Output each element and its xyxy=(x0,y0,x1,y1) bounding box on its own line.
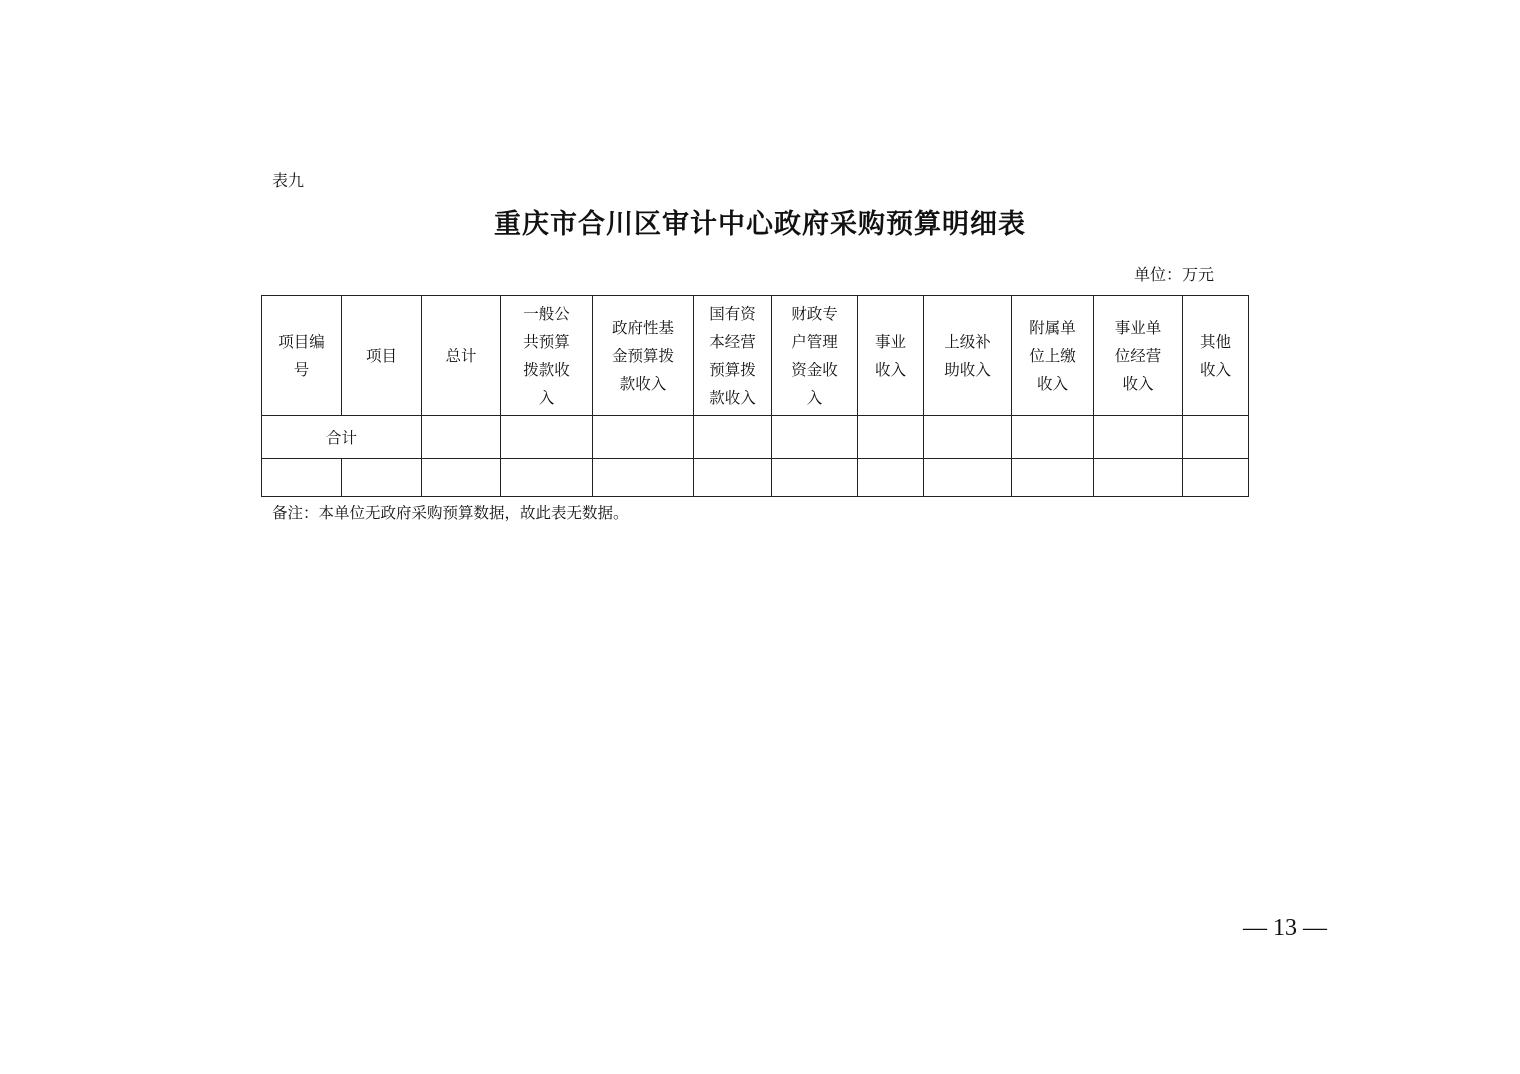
col-header-business-income: 事业 收入 xyxy=(858,296,924,416)
table-cell xyxy=(694,459,772,497)
table-cell xyxy=(501,459,593,497)
total-row xyxy=(262,416,1249,459)
table-cell xyxy=(858,416,924,459)
table-cell xyxy=(858,459,924,497)
col-header-project-code: 项目编 号 xyxy=(262,296,342,416)
table-cell xyxy=(593,416,694,459)
total-label-cell xyxy=(262,416,422,459)
col-header-state-capital: 国有资 本经营 预算拨 款收入 xyxy=(694,296,772,416)
table-cell xyxy=(694,416,772,459)
table-cell xyxy=(1094,459,1183,497)
table-cell xyxy=(1183,416,1249,459)
col-header-general-budget: 一般公 共预算 拨款收 入 xyxy=(501,296,593,416)
col-header-special-account: 财政专 户管理 资金收 入 xyxy=(772,296,858,416)
table-cell xyxy=(342,459,422,497)
table-cell xyxy=(1012,416,1094,459)
col-header-project: 项目 xyxy=(342,296,422,416)
table-cell xyxy=(422,416,501,459)
table-cell xyxy=(1094,416,1183,459)
col-header-other-income: 其他 收入 xyxy=(1183,296,1249,416)
table-cell xyxy=(501,416,593,459)
unit-label: 单位：万元 xyxy=(1133,265,1214,284)
col-header-affiliated-remit: 附属单 位上缴 收入 xyxy=(1012,296,1094,416)
col-header-government-fund: 政府性基 金预算拨 款收入 xyxy=(593,296,694,416)
procurement-budget-table xyxy=(261,295,1249,497)
table-cell xyxy=(593,459,694,497)
table-cell xyxy=(422,459,501,497)
document-title: 重庆市合川区审计中心政府采购预算明细表 xyxy=(494,209,1026,240)
table-cell xyxy=(924,416,1012,459)
col-header-superior-subsidy: 上级补 助收入 xyxy=(924,296,1012,416)
col-header-total: 总计 xyxy=(422,296,501,416)
page-number: — 13 — xyxy=(1243,915,1327,941)
table-note: 备注：本单位无政府采购预算数据，故此表无数据。 xyxy=(272,504,629,522)
table-cell xyxy=(772,459,858,497)
total-label: 合计 xyxy=(325,429,357,447)
table-cell xyxy=(1012,459,1094,497)
table-label: 表九 xyxy=(272,171,305,190)
table-cell xyxy=(1183,459,1249,497)
header-row xyxy=(262,296,1249,416)
table-row xyxy=(262,459,1249,497)
col-header-operating-income: 事业单 位经营 收入 xyxy=(1094,296,1183,416)
table-cell xyxy=(262,459,342,497)
table-cell xyxy=(772,416,858,459)
table-cell xyxy=(924,459,1012,497)
